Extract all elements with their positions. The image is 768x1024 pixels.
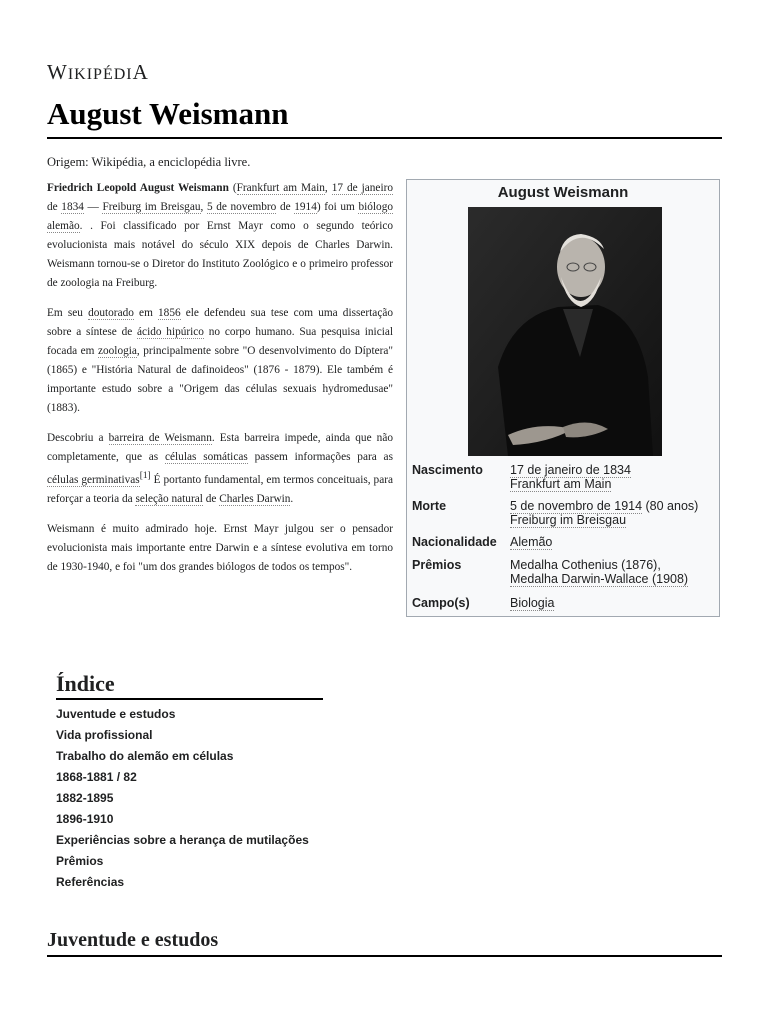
toc-item[interactable]: Referências	[56, 875, 125, 889]
link-doutorado[interactable]: doutorado	[88, 307, 134, 319]
toc-item[interactable]: 1868-1881 / 82	[56, 770, 137, 784]
toc-item[interactable]: 1882-1895	[56, 791, 114, 805]
paragraph-legacy: Weismann é muito admirado hoje. Ernst Mayr julgou ser o pensador evolucionista mais importante entre Darwin e a síntese evolutiva em torno de 1930-1940, e foi "um dos grandes biólogos de todos os tempos".	[47, 522, 393, 573]
paragraph-doctorate: Em seu doutorado em 1856 ele defendeu sua tese com uma dissertação sobre a síntese de ácido hipúrico no corpo humano. Sua pesquisa inicial focada em zoologia, principalmente sobre "O desenvolvimento do Díptera" (1865) e "História Natural de dafinoideos" (1876 - 1879). Ele também é importante estudo sobre a "Origem das células sexuais hydromedusae" (1883).	[47, 307, 393, 414]
infobox-key: Campo(s)	[412, 596, 470, 610]
article-body	[47, 179, 393, 588]
title-divider	[47, 137, 722, 139]
table-of-contents	[56, 705, 309, 894]
toc-item[interactable]: Juventude e estudos	[56, 707, 176, 721]
link-barreira[interactable]: barreira de Weismann	[108, 432, 212, 444]
portrait-photo	[468, 207, 662, 456]
toc-item[interactable]: Experiências sobre a herança de mutilações	[56, 833, 309, 847]
section-divider	[47, 955, 722, 957]
link-1834[interactable]: 1834	[61, 201, 84, 213]
toc-item[interactable]: 1896-1910	[56, 812, 114, 826]
link-zoologia[interactable]: zoologia	[98, 345, 137, 357]
tagline: Origem: Wikipédia, a enciclopédia livre.	[47, 155, 251, 169]
wikipedia-wordmark[interactable]: WIKIPÉDIA	[47, 60, 149, 84]
link-birthplace[interactable]: Frankfurt am Main	[510, 477, 612, 491]
link-birth[interactable]: 17 de janeiro de 1834	[510, 463, 631, 477]
infobox-title: August Weismann	[497, 184, 629, 201]
link-acido-hipurico[interactable]: ácido hipúrico	[137, 326, 204, 338]
link-nationality[interactable]: Alemão	[510, 535, 553, 549]
toc-divider	[56, 698, 323, 700]
link-charles-darwin[interactable]: Charles Darwin	[219, 492, 291, 505]
reference-1[interactable]: [1]	[139, 471, 151, 481]
link-1914[interactable]: 1914	[294, 201, 317, 213]
link-celulas-germinativas[interactable]: células germinativas	[47, 473, 140, 486]
toc-title: Índice	[56, 671, 115, 696]
infobox-key: Nacionalidade	[412, 535, 497, 549]
infobox-key: Morte	[412, 499, 447, 513]
link-biologia[interactable]: Biologia	[510, 596, 555, 610]
toc-item[interactable]: Prêmios	[56, 854, 104, 868]
toc-item[interactable]: Vida profissional	[56, 728, 153, 742]
link-birth-date[interactable]: 17 de janeiro	[331, 182, 393, 194]
link-alemao[interactable]: alemão	[47, 220, 80, 232]
infobox-key: Nascimento	[412, 463, 483, 477]
paragraph-barrier: Descobriu a barreira de Weismann. Esta barreira impede, ainda que não completamente, que as células somáticas passem informações para as células germinativas[1] É portanto fundamental, em termos conceituais, para reforçar a teoria da seleção natural de Charles Darwin.	[47, 432, 393, 505]
portrait-image[interactable]	[468, 207, 662, 456]
link-death[interactable]: 5 de novembro de 1914	[510, 499, 643, 513]
link-biologo[interactable]: biólogo	[358, 201, 393, 213]
subject-name: Friedrich Leopold August Weismann	[47, 182, 229, 194]
section-heading: Juventude e estudos	[47, 929, 219, 951]
link-deathplace[interactable]: Freiburg im Breisgau	[510, 513, 627, 527]
link-death-date[interactable]: 5 de novembro	[206, 201, 277, 213]
link-darwin-wallace[interactable]: Medalha Darwin-Wallace (1908)	[510, 572, 689, 586]
infobox-key: Prêmios	[412, 558, 462, 572]
link-celulas-somaticas[interactable]: células somáticas	[165, 451, 248, 463]
paragraph-intro: Friedrich Leopold August Weismann (Frankfurt am Main, 17 de janeiro de 1834 — Freiburg im Breisgau, 5 de novembro de 1914) foi um biólogo alemão. . Foi classificado por Ernst Mayr como o segundo teórico evolucionista mais notável do século XIX depois de Charles Darwin. Weismann tornou-se o Diretor do Instituto Zoológico e o primeiro professor de zoologia na Freiburg.	[47, 182, 393, 289]
infobox: August Weismann Nascimento 17 de janeiro de 1834 Frankfurt am Main Morte 5 de novembro de 1914 (80 anos) Freiburg im Breisgau Nacionalidade Alemão Prêmios Medalha Cothenius (1876), Medalha Darwin-Wallace (1908) Campo(s) Biologia	[406, 179, 720, 617]
link-freiburg[interactable]: Freiburg im Breisgau	[102, 201, 201, 213]
link-1856[interactable]: 1856	[158, 307, 181, 319]
toc-item[interactable]: Trabalho do alemão em células	[56, 749, 234, 763]
award-cothenius: Medalha Cothenius (1876),	[510, 558, 661, 572]
link-frankfurt[interactable]: Frankfurt am Main	[236, 182, 325, 194]
page-title: August Weismann	[47, 96, 289, 131]
link-selecao-natural[interactable]: seleção natural	[135, 492, 203, 505]
